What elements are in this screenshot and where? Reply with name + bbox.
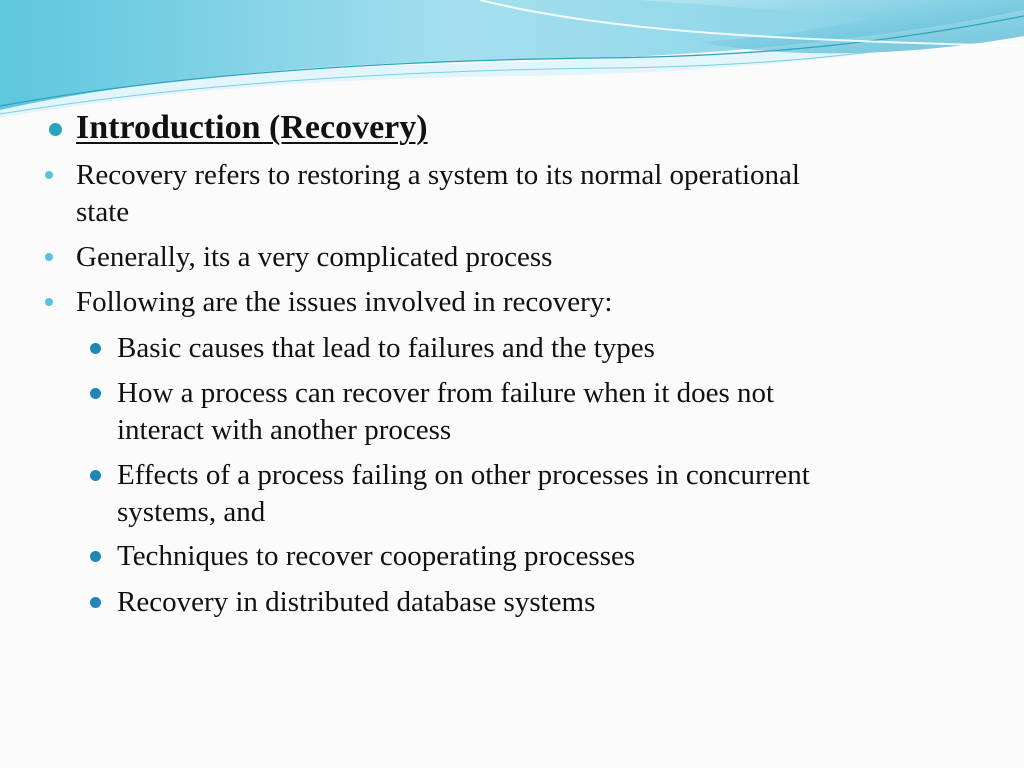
sub-list-item-text: Techniques to recover cooperating processes: [117, 540, 636, 572]
slide-heading: Introduction (Recovery): [76, 109, 428, 146]
sub-bullet-icon: [90, 551, 101, 562]
sub-list-item-text: How a process can recover from failure when it does not: [117, 377, 775, 409]
sub-bullet-icon: [90, 343, 101, 354]
bullet-icon: [45, 171, 53, 179]
list-item-text: Generally, its a very complicated process: [76, 241, 553, 273]
sub-list-item-text: Basic causes that lead to failures and the types: [117, 332, 655, 364]
bullet-icon: [45, 253, 53, 261]
sub-list-item-text: interact with another process: [117, 414, 452, 446]
list-item-text: state: [76, 196, 130, 228]
sub-bullet-icon: [90, 470, 101, 481]
list-item-text: Following are the issues involved in recovery:: [76, 286, 613, 318]
sub-bullet-icon: [90, 597, 101, 608]
bullet-icon: [45, 298, 53, 306]
heading-bullet-icon: [49, 123, 62, 136]
sub-list-item-text: systems, and: [117, 496, 266, 528]
list-item-text: Recovery refers to restoring a system to its normal operational: [76, 159, 800, 191]
sub-list-item-text: Recovery in distributed database systems: [117, 586, 596, 618]
sub-bullet-icon: [90, 388, 101, 399]
sub-list-item-text: Effects of a process failing on other processes in concurrent: [117, 459, 810, 491]
